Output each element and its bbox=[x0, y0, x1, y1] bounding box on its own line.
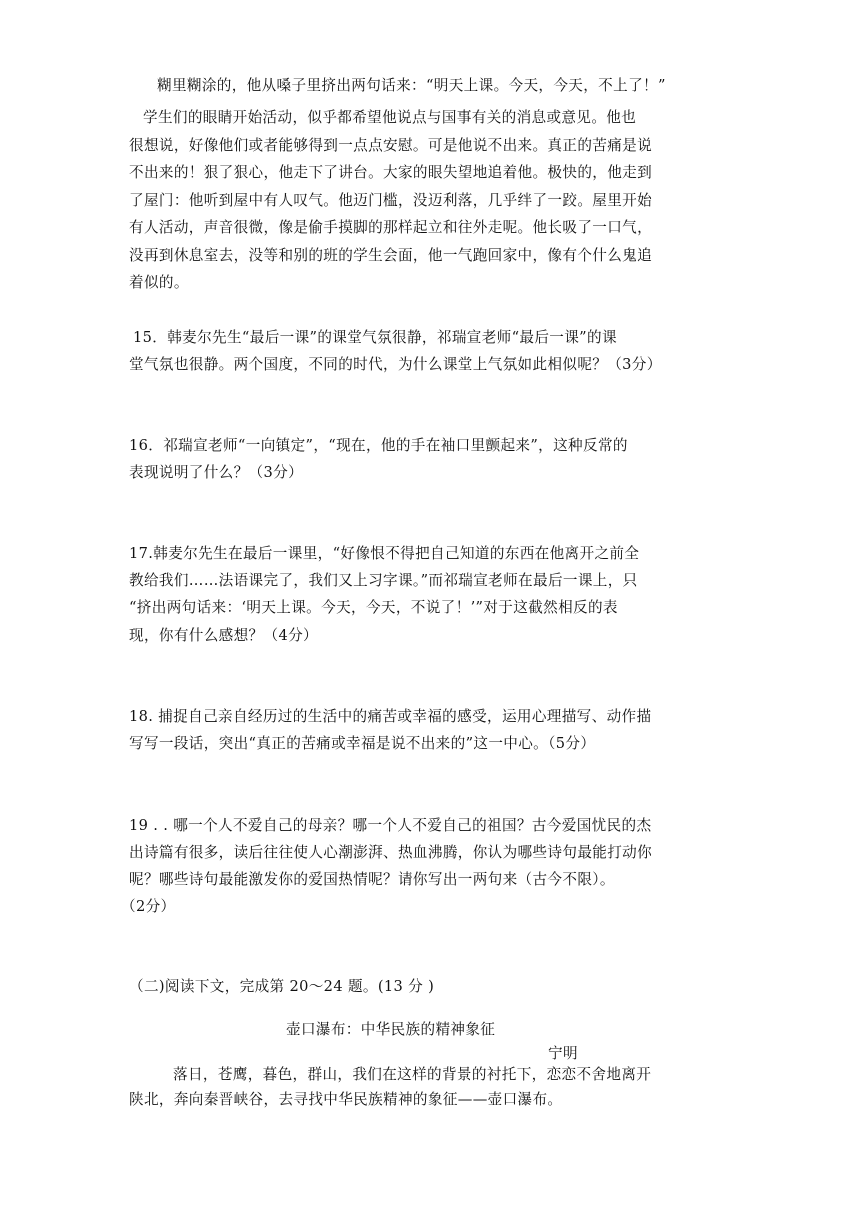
passage-line: 不出来的！狠了狠心，他走下了讲台。大家的眼失望地追着他。极快的，他走到 bbox=[129, 164, 653, 181]
article-paragraph-line: 陕北，奔向秦晋峡谷，去寻找中华民族精神的象征——壶口瀑布。 bbox=[129, 1091, 563, 1108]
question-line: 堂气氛也很静。两个国度，不同的时代，为什么课堂上气氛如此相似呢？（3分） bbox=[129, 356, 662, 373]
passage-line: 很想说，好像他们或者能够得到一点点安慰。可是他说不出来。真正的苦痛是说 bbox=[129, 137, 653, 154]
question-line: 18. 捕捉自己亲自经历过的生活中的痛苦或幸福的感受，运用心理描写、动作描 bbox=[129, 708, 652, 725]
question-line: 19 . . 哪一个人不爱自己的母亲？哪一个人不爱自己的祖国？古今爱国忧民的杰 bbox=[129, 817, 652, 834]
article-title: 壶口瀑布：中华民族的精神象征 bbox=[286, 1021, 496, 1038]
passage-line: 了屋门：他听到屋中有人叹气。他迈门槛，没迈利落，几乎绊了一跤。屋里开始 bbox=[129, 192, 653, 209]
passage-line: 糊里糊涂的，他从嗓子里挤出两句话来：“明天上课。今天，今天，不上了！” bbox=[157, 77, 666, 94]
passage-line: 有人活动，声音很微，像是偷手摸脚的那样起立和往外走呢。他长吸了一口气， bbox=[129, 219, 653, 236]
article-paragraph-line: 落日，苍鹰，暮色，群山，我们在这样的背景的衬托下，恋恋不舍地离开 bbox=[173, 1066, 652, 1083]
section-heading: （二)阅读下文，完成第 20～24 题。(13 分 ) bbox=[129, 978, 435, 995]
question-line: 16．祁瑞宣老师“一向镇定”，“现在，他的手在袖口里颤起来”，这种反常的 bbox=[129, 437, 628, 454]
passage-line: 学生们的眼睛开始活动，似乎都希望他说点与国事有关的消息或意见。他也 bbox=[143, 109, 637, 126]
question-line: （2分） bbox=[121, 898, 176, 915]
question-line: 15．韩麦尔先生“最后一课”的课堂气氛很静，祁瑞宣老师“最后一课”的课 bbox=[133, 329, 617, 346]
question-line: 呢？哪些诗句最能激发你的爱国热情呢？请你写出一两句来（古今不限）。 bbox=[129, 871, 615, 888]
question-line: “挤出两句话来：‘明天上课。今天，今天，不说了！’”对于这截然相反的表 bbox=[129, 599, 618, 616]
article-author: 宁明 bbox=[548, 1045, 578, 1062]
question-line: 表现说明了什么？（3分） bbox=[129, 464, 304, 481]
question-line: 现，你有什么感想？（4分） bbox=[129, 627, 318, 644]
passage-line: 着似的。 bbox=[129, 274, 189, 291]
passage-line: 没再到休息室去，没等和别的班的学生会面，他一气跑回家中，像有个什么鬼追 bbox=[129, 247, 653, 264]
question-line: 17.韩麦尔先生在最后一课里，“好像恨不得把自己知道的东西在他离开之前全 bbox=[129, 545, 640, 562]
question-line: 教给我们……法语课完了，我们又上习字课。”而祁瑞宣老师在最后一课上，只 bbox=[129, 572, 638, 589]
question-line: 出诗篇有很多，读后往往使人心潮澎湃、热血沸腾，你认为哪些诗句最能打动你 bbox=[129, 844, 653, 861]
question-line: 写写一段话，突出“真正的苦痛或幸福是说不出来的”这一中心。（5分） bbox=[129, 735, 596, 752]
